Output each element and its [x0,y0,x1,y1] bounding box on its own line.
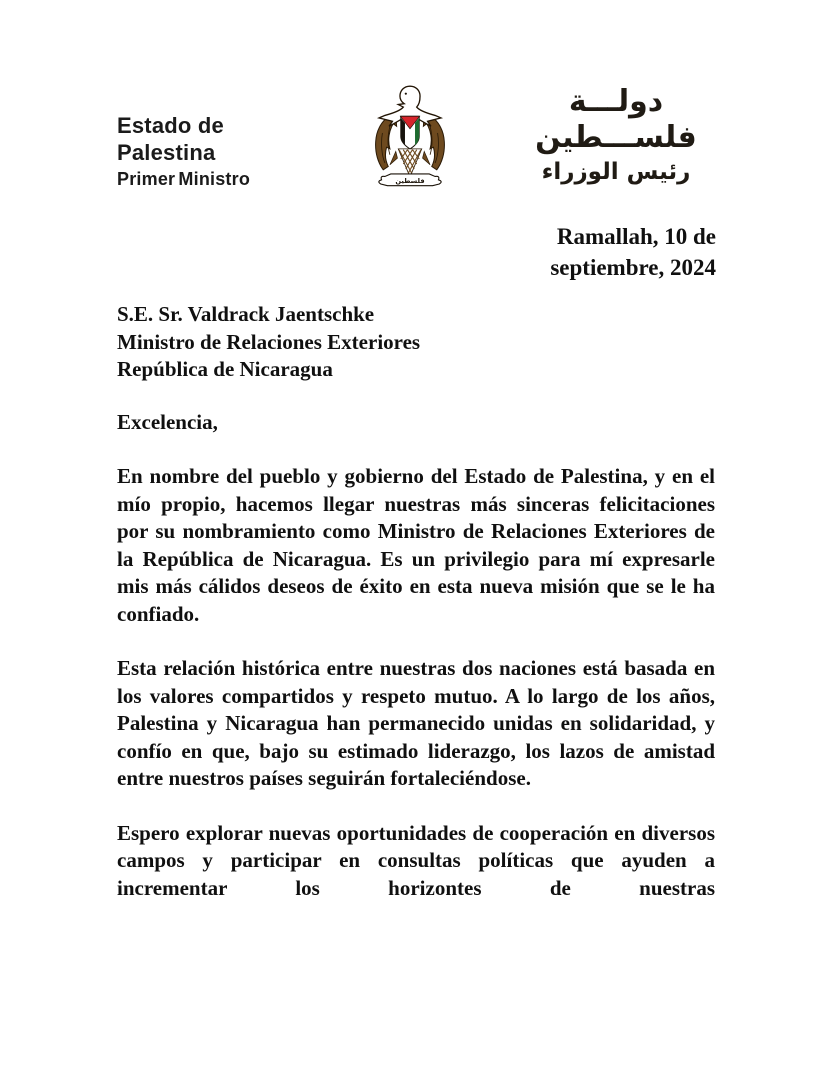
date-line1: Ramallah, 10 de [556,224,716,249]
letter-body [117,301,715,902]
org-name-line1: Estado de [117,113,224,138]
org-subtitle: Primer Ministro [117,169,251,189]
paragraph-2: Esta relación histórica entre nuestras dos naciones está basada en los valores compartidos y respeto mutuo. A lo largo de los años, Palestina y Nicaragua han permanecido unidas en solidaridad, y confío en que, bajo su estimado liderazgo, los lazos de amistad entre nuestros países seguirán fortaleciéndose. [117,656,715,790]
paragraph-1: En nombre del pueblo y gobierno del Estado de Palestina, y en el mío propio, hacemos llegar nuestras más sinceras felicitaciones por su nombramiento como Ministro de Relaciones Exteriores de la República de Nicaragua. Es un privilegio para mí expresarle mis más cálidos deseos de éxito en esta nueva misión que se le ha confiado. [117,464,715,626]
recipient-block [117,301,715,384]
date-line2: septiembre, 2024 [550,255,716,280]
org-name-line2: Palestina [117,140,216,165]
recipient-country: República de Nicaragua [117,357,333,381]
scroll-text: فلسطين [395,177,425,186]
palestine-coat-of-arms-icon [364,82,456,194]
recipient-name: S.E. Sr. Valdrack Jaentschke [117,302,375,326]
salutation: Excelencia, [117,409,218,434]
recipient-title: Ministro de Relaciones Exteriores [117,329,421,354]
date-block [550,221,716,283]
paragraph-3: Espero explorar nuevas oportunidades de cooperación en diversos campos y participar en consultas políticas que ayuden a incrementar los horizontes de nuestras [117,820,715,900]
letterhead-arabic [488,84,744,188]
arabic-state-name: دولـــة فلســـطين [535,84,697,155]
eagle-eye [405,93,407,95]
arabic-pm-title: رئيس الوزراء [541,159,691,185]
letterhead-spanish [117,112,250,193]
